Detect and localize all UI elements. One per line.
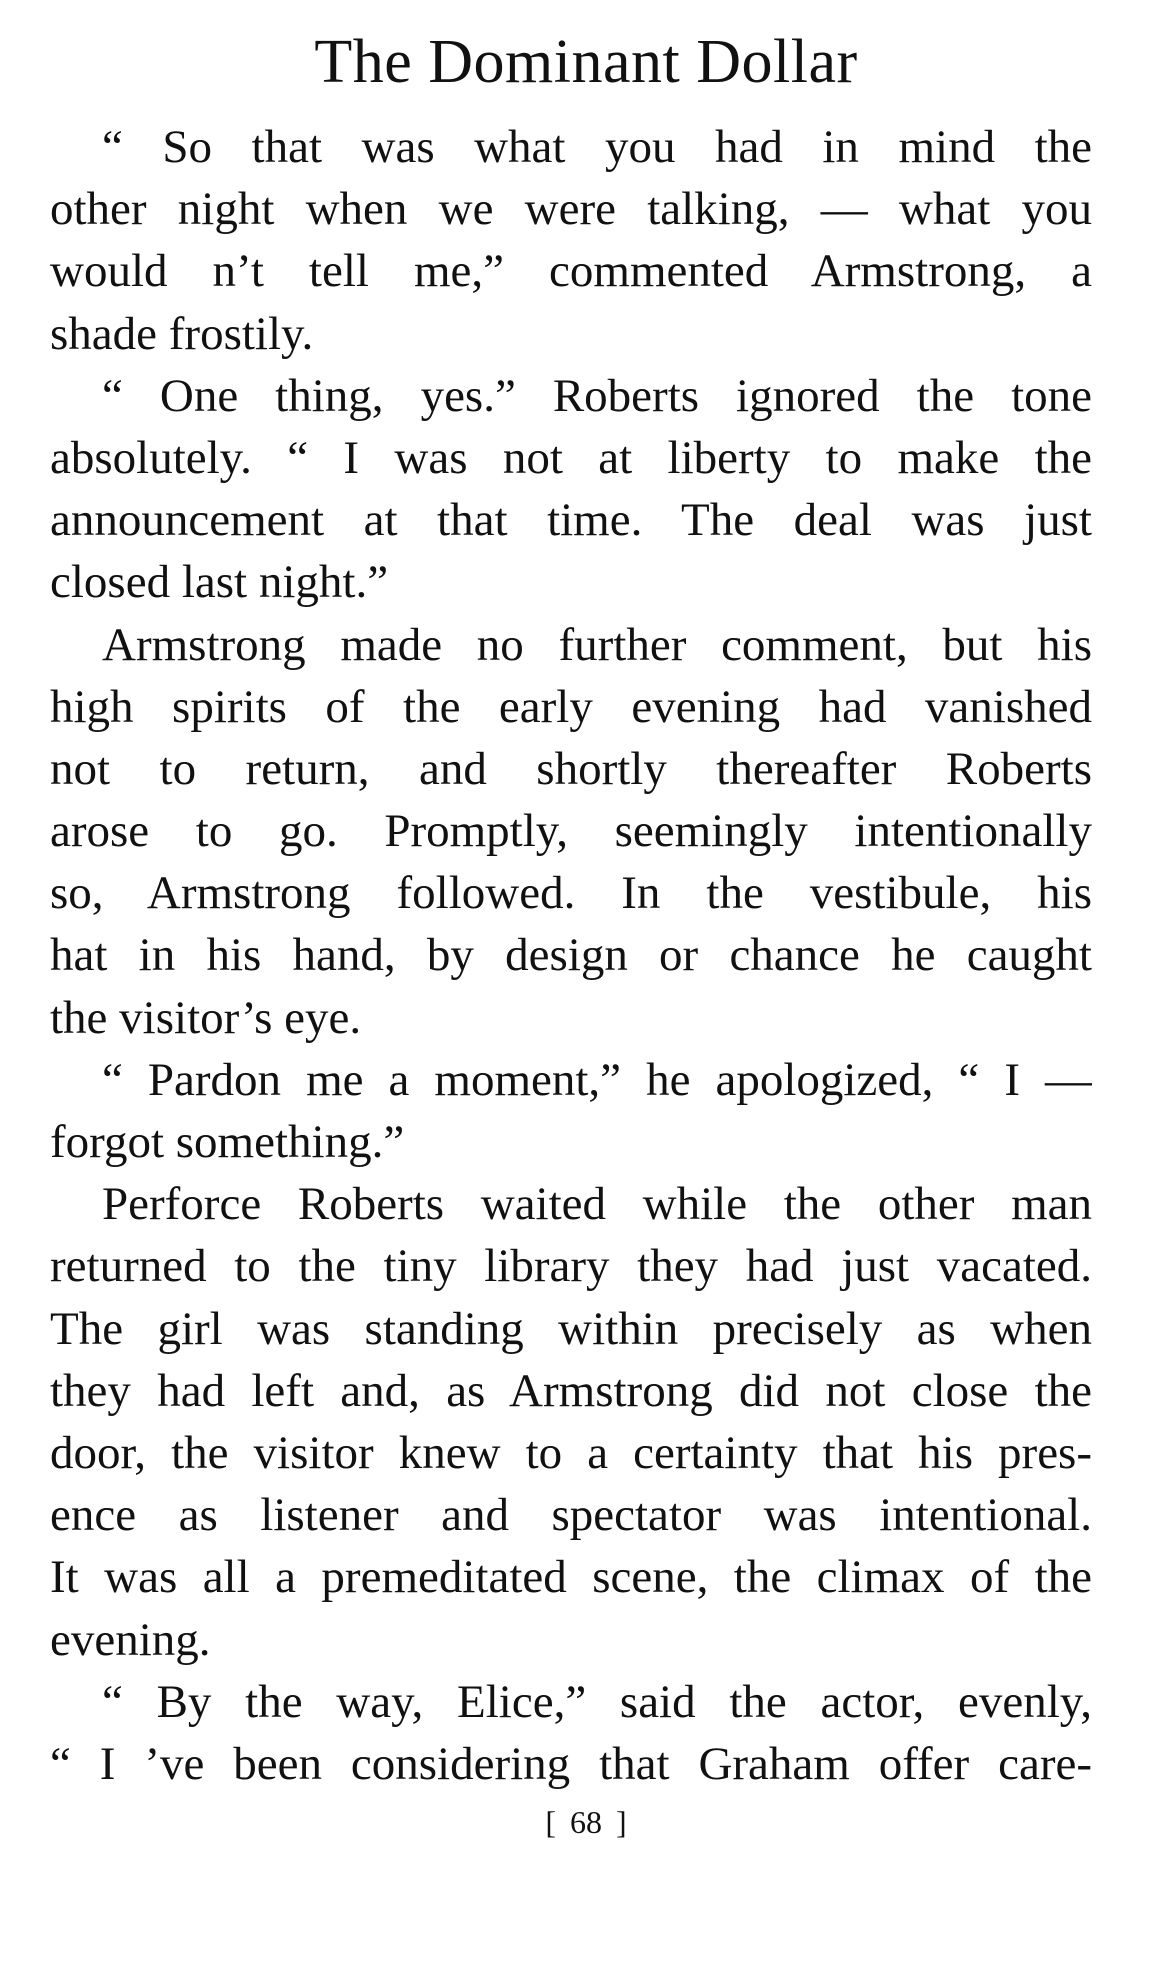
text-line: forgot something.” (50, 1116, 405, 1168)
text-line: ence as listener and spectator was intentional. (50, 1489, 1092, 1542)
text-line: evening. (50, 1613, 211, 1666)
text-line: Perforce Roberts waited while the other man (102, 1178, 1092, 1231)
text-line: “ I ’ve been considering that Graham offer care- (50, 1737, 1092, 1790)
text-line: the visitor’s eye. (50, 991, 362, 1044)
page-number: [ 68 ] (545, 1804, 627, 1840)
body-text (50, 116, 1092, 1795)
text-line: arose to go. Promptly, seemingly intentionally (50, 805, 1092, 858)
text-line: It was all a premeditated scene, the climax of the (50, 1551, 1092, 1604)
text-line: “ Pardon me a moment,” he apologized, “ I — (102, 1053, 1092, 1106)
text-line: shade frostily. (50, 307, 314, 360)
text-line: would n’t tell me,” commented Armstrong, a (50, 245, 1092, 298)
text-line: not to return, and shortly thereafter Roberts (50, 742, 1092, 795)
text-line: so, Armstrong followed. In the vestibule, his (50, 867, 1092, 920)
text-line: Armstrong made no further comment, but his (102, 618, 1092, 671)
text-line: high spirits of the early evening had vanished (50, 680, 1092, 733)
text-line: hat in his hand, by design or chance he caught (50, 929, 1092, 982)
text-line: absolutely. “ I was not at liberty to make the (50, 431, 1092, 484)
text-line: “ So that was what you had in mind the (102, 121, 1092, 173)
text-line: The girl was standing within precisely as when (50, 1302, 1092, 1355)
running-head-title: The Dominant Dollar (314, 28, 858, 96)
text-line: returned to the tiny library they had just vacated. (50, 1240, 1092, 1293)
text-line: they had left and, as Armstrong did not close the (50, 1364, 1092, 1417)
text-line: “ One thing, yes.” Roberts ignored the tone (102, 369, 1092, 422)
text-line: “ By the way, Elice,” said the actor, evenly, (102, 1675, 1092, 1728)
text-line: announcement at that time. The deal was just (50, 494, 1092, 547)
text-line: door, the visitor knew to a certainty that his pres- (50, 1426, 1092, 1479)
text-line: closed last night.” (50, 556, 389, 609)
text-line: other night when we were talking, — what you (50, 183, 1092, 236)
